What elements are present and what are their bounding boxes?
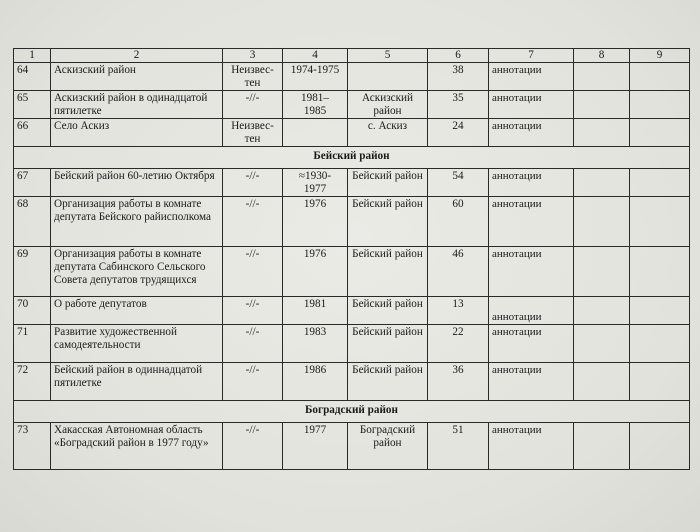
- record-note-text: аннотации: [492, 120, 542, 132]
- record-title-text: Аскизский район в одинадцатой пятилетке: [54, 92, 208, 117]
- row-number: [14, 423, 51, 470]
- record-title: [51, 169, 223, 197]
- record-place: [348, 423, 428, 470]
- record-title-text: О работе депутатов: [54, 298, 147, 310]
- record-title-text: Бейский район 60-летию Октября: [54, 170, 215, 182]
- record-title: [51, 119, 223, 147]
- record-note-text: аннотации: [492, 170, 542, 182]
- record-note-text: аннотации: [492, 92, 542, 104]
- record-pages-text: 22: [452, 326, 464, 338]
- record-pages: [428, 247, 489, 297]
- record-title-text: Аскизский район: [54, 64, 136, 76]
- empty-cell-9: [630, 91, 690, 119]
- table-row: [14, 325, 690, 363]
- row-number-text: 72: [17, 364, 29, 376]
- record-note: [489, 91, 574, 119]
- record-note: [489, 297, 574, 325]
- record-title: [51, 363, 223, 401]
- record-author: [223, 119, 283, 147]
- column-number: 4: [283, 49, 348, 63]
- record-place: [348, 119, 428, 147]
- record-note: [489, 325, 574, 363]
- column-number: 1: [14, 49, 51, 63]
- record-author-text: -//-: [245, 424, 260, 436]
- record-place: [348, 325, 428, 363]
- column-number: 3: [223, 49, 283, 63]
- record-note: [489, 63, 574, 91]
- record-author-text: -//-: [245, 170, 260, 182]
- record-place: [348, 247, 428, 297]
- record-years: [283, 63, 348, 91]
- record-years: [283, 169, 348, 197]
- record-years-text: 1983: [303, 326, 327, 338]
- record-author-text: -//-: [245, 92, 260, 104]
- empty-cell-9: [630, 363, 690, 401]
- empty-cell-8: [574, 169, 630, 197]
- empty-cell-8: [574, 363, 630, 401]
- record-note-text: аннотации: [492, 424, 542, 436]
- record-note-text: аннотации: [492, 198, 542, 210]
- column-number-row: [14, 49, 690, 63]
- record-pages-text: 46: [452, 248, 464, 260]
- empty-cell-9: [630, 297, 690, 325]
- record-note-text: аннотации: [492, 364, 542, 376]
- empty-cell-9: [630, 325, 690, 363]
- record-years-text: 1977: [303, 424, 327, 436]
- empty-cell-9: [630, 423, 690, 470]
- record-author-text: -//-: [245, 198, 260, 210]
- record-title-text: Село Аскиз: [54, 120, 110, 132]
- row-number: [14, 363, 51, 401]
- table-row: [14, 63, 690, 91]
- row-number: [14, 63, 51, 91]
- empty-cell-9: [630, 247, 690, 297]
- record-place-text: Бейский район: [352, 170, 423, 182]
- empty-cell-9: [630, 197, 690, 247]
- record-pages-text: 35: [452, 92, 464, 104]
- record-author: [223, 363, 283, 401]
- record-note: [489, 119, 574, 147]
- record-pages: [428, 169, 489, 197]
- row-number-text: 71: [17, 326, 29, 338]
- record-pages: [428, 119, 489, 147]
- record-years: [283, 119, 348, 147]
- record-title-text: Организация работы в комнате депутата Бейского райисполкома: [54, 198, 211, 223]
- empty-cell-8: [574, 91, 630, 119]
- record-years: [283, 197, 348, 247]
- table-row: [14, 91, 690, 119]
- row-number-text: 68: [17, 198, 29, 210]
- record-place: [348, 63, 428, 91]
- section-title: Боградский район: [14, 401, 690, 423]
- record-note-text: аннотации: [492, 326, 542, 338]
- empty-cell-9: [630, 63, 690, 91]
- record-note: [489, 247, 574, 297]
- record-pages: [428, 325, 489, 363]
- record-years-text: 1981– 1985: [301, 92, 329, 117]
- record-author-text: -//-: [245, 326, 260, 338]
- record-pages: [428, 91, 489, 119]
- record-pages: [428, 63, 489, 91]
- record-author-text: Неизвес- тен: [231, 64, 274, 89]
- record-author: [223, 247, 283, 297]
- record-place-text: Бейский район: [352, 248, 423, 260]
- record-title: [51, 325, 223, 363]
- row-number: [14, 247, 51, 297]
- record-title-text: Организация работы в комнате депутата Сабинского Сельского Совета депутатов трудящихся: [54, 248, 206, 286]
- row-number: [14, 197, 51, 247]
- record-author-text: -//-: [245, 298, 260, 310]
- record-note-text: аннотации: [492, 311, 542, 323]
- row-number-text: 65: [17, 92, 29, 104]
- record-author: [223, 325, 283, 363]
- record-place-text: Бейский район: [352, 298, 423, 310]
- row-number-text: 66: [17, 120, 29, 132]
- record-pages-text: 13: [452, 298, 464, 310]
- column-number: 9: [630, 49, 690, 63]
- section-header-row: [14, 401, 690, 423]
- record-title: [51, 247, 223, 297]
- record-author: [223, 169, 283, 197]
- record-years-text: ≈1930- 1977: [298, 170, 332, 195]
- record-place-text: Бейский район: [352, 326, 423, 338]
- record-pages-text: 60: [452, 198, 464, 210]
- record-author: [223, 91, 283, 119]
- record-place: [348, 363, 428, 401]
- record-years-text: 1976: [303, 248, 327, 260]
- table-row: [14, 247, 690, 297]
- record-title: [51, 297, 223, 325]
- record-years: [283, 297, 348, 325]
- record-pages-text: 38: [452, 64, 464, 76]
- record-pages-text: 24: [452, 120, 464, 132]
- record-place: [348, 297, 428, 325]
- empty-cell-8: [574, 297, 630, 325]
- record-title: [51, 197, 223, 247]
- row-number-text: 73: [17, 424, 29, 436]
- record-place-text: с. Аскиз: [367, 120, 408, 132]
- record-place: [348, 197, 428, 247]
- record-note-text: аннотации: [492, 248, 542, 260]
- record-years-text: 1976: [303, 198, 327, 210]
- record-author: [223, 423, 283, 470]
- record-place: [348, 169, 428, 197]
- table-row: [14, 197, 690, 247]
- record-place-text: Бейский район: [352, 198, 423, 210]
- record-title-text: Хакасская Автономная область «Боградский район в 1977 году»: [54, 424, 209, 449]
- row-number-text: 69: [17, 248, 29, 260]
- column-number: 8: [574, 49, 630, 63]
- record-place: [348, 91, 428, 119]
- record-pages-text: 36: [452, 364, 464, 376]
- record-note: [489, 197, 574, 247]
- record-years: [283, 363, 348, 401]
- record-title-text: Бейский район в одиннадцатой пятилетке: [54, 364, 203, 389]
- record-years-text: 1981: [303, 298, 327, 310]
- empty-cell-8: [574, 63, 630, 91]
- row-number-text: 64: [17, 64, 29, 76]
- record-note: [489, 363, 574, 401]
- row-number: [14, 325, 51, 363]
- record-pages-text: 54: [452, 170, 464, 182]
- empty-cell-9: [630, 169, 690, 197]
- record-pages: [428, 297, 489, 325]
- record-author-text: Неизвес- тен: [231, 120, 274, 145]
- row-number: [14, 91, 51, 119]
- row-number-text: 67: [17, 170, 29, 182]
- record-years: [283, 325, 348, 363]
- empty-cell-8: [574, 325, 630, 363]
- row-number: [14, 297, 51, 325]
- table-row: [14, 363, 690, 401]
- record-years-text: 1986: [303, 364, 327, 376]
- register-table: [13, 48, 690, 470]
- empty-cell-8: [574, 423, 630, 470]
- record-years: [283, 423, 348, 470]
- record-title-text: Развитие художественной самодеятельности: [54, 326, 177, 351]
- record-title: [51, 91, 223, 119]
- record-years: [283, 91, 348, 119]
- record-note: [489, 169, 574, 197]
- record-pages-text: 51: [452, 424, 464, 436]
- record-years-text: 1974-1975: [290, 64, 340, 76]
- record-place-text: Боградский район: [359, 424, 416, 449]
- table-row: [14, 169, 690, 197]
- record-note: [489, 423, 574, 470]
- record-title: [51, 63, 223, 91]
- column-number: 7: [489, 49, 574, 63]
- table-row: [14, 423, 690, 470]
- record-pages: [428, 363, 489, 401]
- column-number: 6: [428, 49, 489, 63]
- row-number: [14, 169, 51, 197]
- empty-cell-8: [574, 119, 630, 147]
- record-years: [283, 247, 348, 297]
- record-author: [223, 297, 283, 325]
- record-author-text: -//-: [245, 248, 260, 260]
- record-note-text: аннотации: [492, 64, 542, 76]
- column-number: 5: [348, 49, 428, 63]
- table-row: [14, 297, 690, 325]
- record-author: [223, 197, 283, 247]
- row-number-text: 70: [17, 298, 29, 310]
- section-header-row: [14, 147, 690, 169]
- record-pages: [428, 197, 489, 247]
- register-body: [14, 49, 690, 470]
- record-place-text: Бейский район: [352, 364, 423, 376]
- empty-cell-8: [574, 197, 630, 247]
- record-place-text: Аскизский район: [362, 92, 413, 117]
- record-pages: [428, 423, 489, 470]
- empty-cell-8: [574, 247, 630, 297]
- row-number: [14, 119, 51, 147]
- record-author: [223, 63, 283, 91]
- record-author-text: -//-: [245, 364, 260, 376]
- section-title: Бейский район: [14, 147, 690, 169]
- empty-cell-9: [630, 119, 690, 147]
- table-row: [14, 119, 690, 147]
- column-number: 2: [51, 49, 223, 63]
- record-title: [51, 423, 223, 470]
